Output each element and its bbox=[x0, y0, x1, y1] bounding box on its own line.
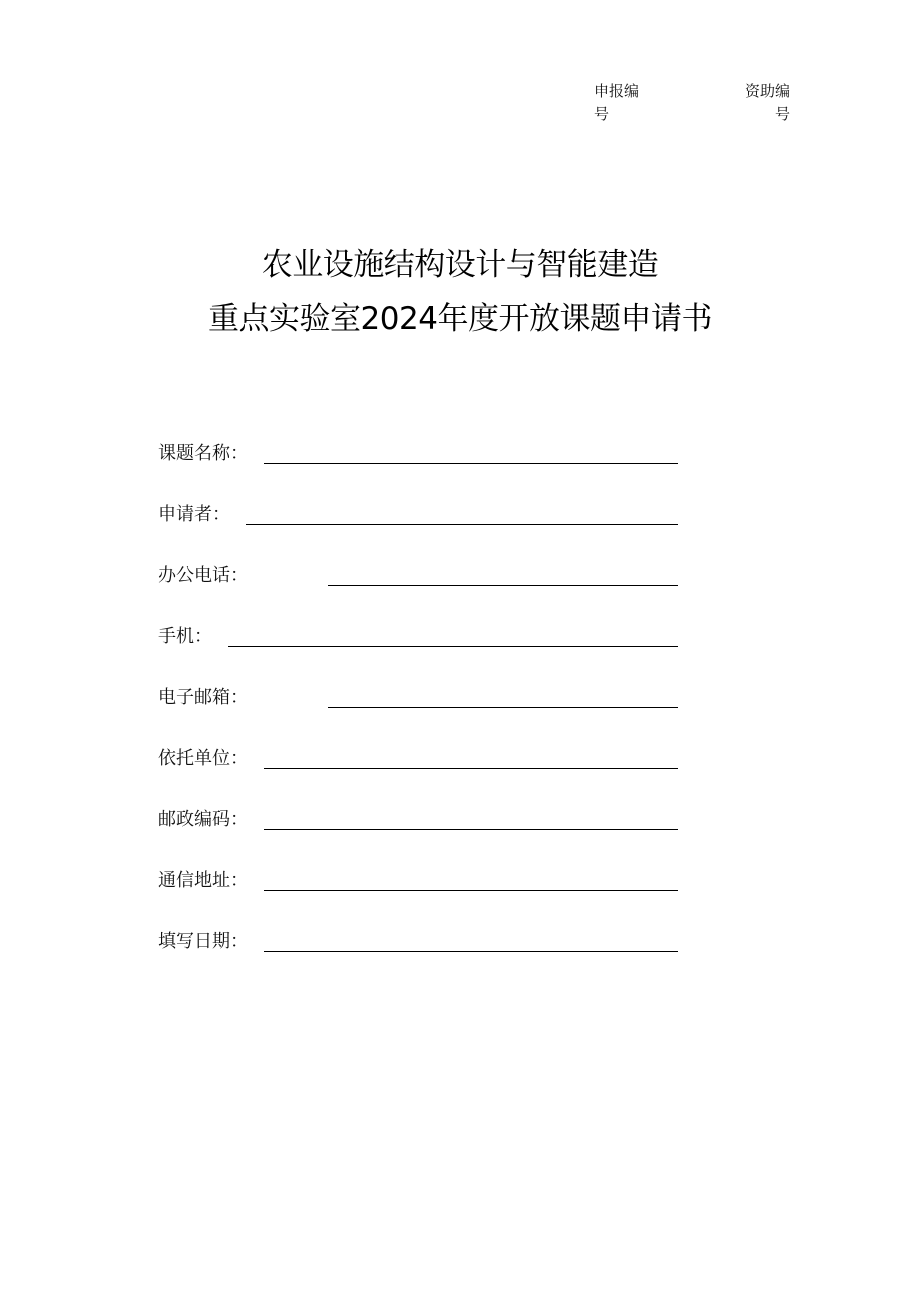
project-name-field[interactable] bbox=[264, 463, 678, 464]
office-phone-label: 办公电话： bbox=[158, 565, 248, 586]
form-row-project-name bbox=[158, 436, 678, 497]
applicant-label: 申请者： bbox=[158, 504, 230, 525]
postal-code-label: 邮政编码： bbox=[158, 809, 248, 830]
mobile-field[interactable] bbox=[228, 646, 678, 647]
email-field[interactable] bbox=[328, 707, 678, 708]
form-row-mailing-address bbox=[158, 863, 678, 924]
title-line-2: 重点实验室2024年度开放课题申请书 bbox=[208, 301, 712, 337]
host-institution-label: 依托单位： bbox=[158, 748, 248, 769]
form-row-postal-code bbox=[158, 802, 678, 863]
grant-number-label-line1: 资助编 bbox=[744, 82, 790, 100]
form-row-email bbox=[158, 680, 678, 741]
application-number-label-line1: 申报编 bbox=[594, 82, 640, 100]
fill-date-label: 填写日期： bbox=[158, 931, 248, 952]
title-line-1: 农业设施结构设计与智能建造 bbox=[261, 247, 659, 283]
form-row-applicant bbox=[158, 497, 678, 558]
application-form bbox=[158, 436, 678, 985]
email-label: 电子邮箱： bbox=[158, 687, 248, 708]
project-name-label: 课题名称： bbox=[158, 443, 248, 464]
form-row-fill-date bbox=[158, 924, 678, 985]
form-row-office-phone bbox=[158, 558, 678, 619]
grant-number-label bbox=[736, 80, 790, 126]
mailing-address-field[interactable] bbox=[264, 890, 678, 891]
host-institution-field[interactable] bbox=[264, 768, 678, 769]
document-title bbox=[0, 238, 920, 346]
office-phone-field[interactable] bbox=[328, 585, 678, 586]
grant-number-label-line2: 号 bbox=[774, 105, 790, 123]
fill-date-field[interactable] bbox=[264, 951, 678, 952]
form-row-host-institution bbox=[158, 741, 678, 802]
applicant-field[interactable] bbox=[246, 524, 678, 525]
application-number-label-line2: 号 bbox=[594, 105, 610, 123]
form-row-mobile bbox=[158, 619, 678, 680]
application-number-label bbox=[594, 80, 648, 126]
mobile-label: 手机： bbox=[158, 626, 212, 647]
postal-code-field[interactable] bbox=[264, 829, 678, 830]
mailing-address-label: 通信地址： bbox=[158, 870, 248, 891]
